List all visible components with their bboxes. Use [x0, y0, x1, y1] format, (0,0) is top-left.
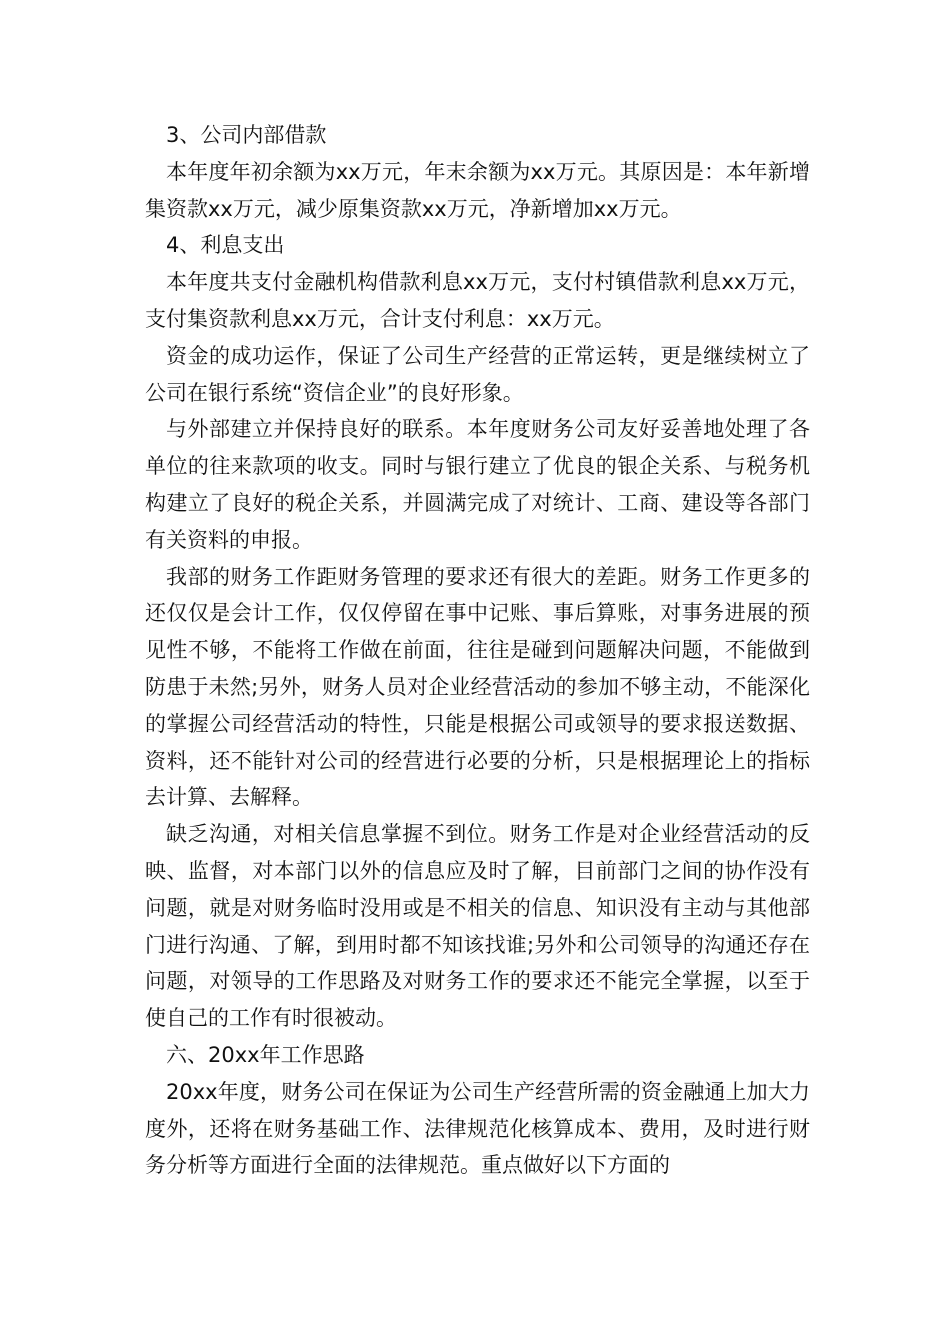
section-heading-interest-expense: 4、利息支出	[166, 233, 285, 258]
section-heading-work-plan: 六、20xx年工作思路	[166, 1042, 365, 1067]
paragraph-internal-loans: 本年度年初余额为xx万元，年末余额为xx万元。其原因是：本年新增集资款xx万元，减少原集资款xx万元，净新增加xx万元。	[145, 159, 810, 221]
paragraph-work-plan: 20xx年度，财务公司在保证为公司生产经营所需的资金融通上加大力度外，还将在财务基础工作、法律规范化核算成本、费用，及时进行财务分析等方面进行全面的法律规范。重点做好以下方面的	[145, 1079, 810, 1178]
section-heading-internal-loans: 3、公司内部借款	[166, 123, 327, 147]
paragraph-external-relations: 与外部建立并保持良好的联系。本年度财务公司友好妥善地处理了各单位的往来款项的收支。同时与银行建立了优良的银企关系、与税务机构建立了良好的税企关系，并圆满完成了对统计、工商、建设等各部门有关资料的申报。	[145, 417, 810, 552]
paragraph-interest-expense: 本年度共支付金融机构借款利息xx万元，支付村镇借款利息xx万元，支付集资款利息xx万元，合计支付利息：xx万元。	[145, 270, 810, 331]
paragraph-management-gap: 我部的财务工作距财务管理的要求还有很大的差距。财务工作更多的还仅仅是会计工作，仅仅停留在事中记账、事后算账，对事务进展的预见性不够，不能将工作做在前面，往往是碰到问题解决问题，不能做到防患于未然;另外，财务人员对企业经营活动的参加不够主动，不能深化的掌握公司经营活动的特性，只能是根据公司或领导的要求报送数据、资料，还不能针对公司的经营进行必要的分析，只是根据理论上的指标去计算、去解释。	[145, 564, 810, 810]
paragraph-fund-operation: 资金的成功运作，保证了公司生产经营的正常运转，更是继续树立了公司在银行系统“资信企业”的良好形象。	[145, 343, 810, 405]
paragraph-communication: 缺乏沟通，对相关信息掌握不到位。财务工作是对企业经营活动的反映、监督，对本部门以外的信息应及时了解，目前部门之间的协作没有问题，就是对财务临时没用或是不相关的信息、知识没有主动与其他部门进行沟通、了解，到用时都不知该找谁;另外和公司领导的沟通还存在问题，对领导的工作思路及对财务工作的要求还不能完全掌握，以至于使自己的工作有时很被动。	[145, 822, 810, 1031]
document-body	[145, 117, 810, 1184]
